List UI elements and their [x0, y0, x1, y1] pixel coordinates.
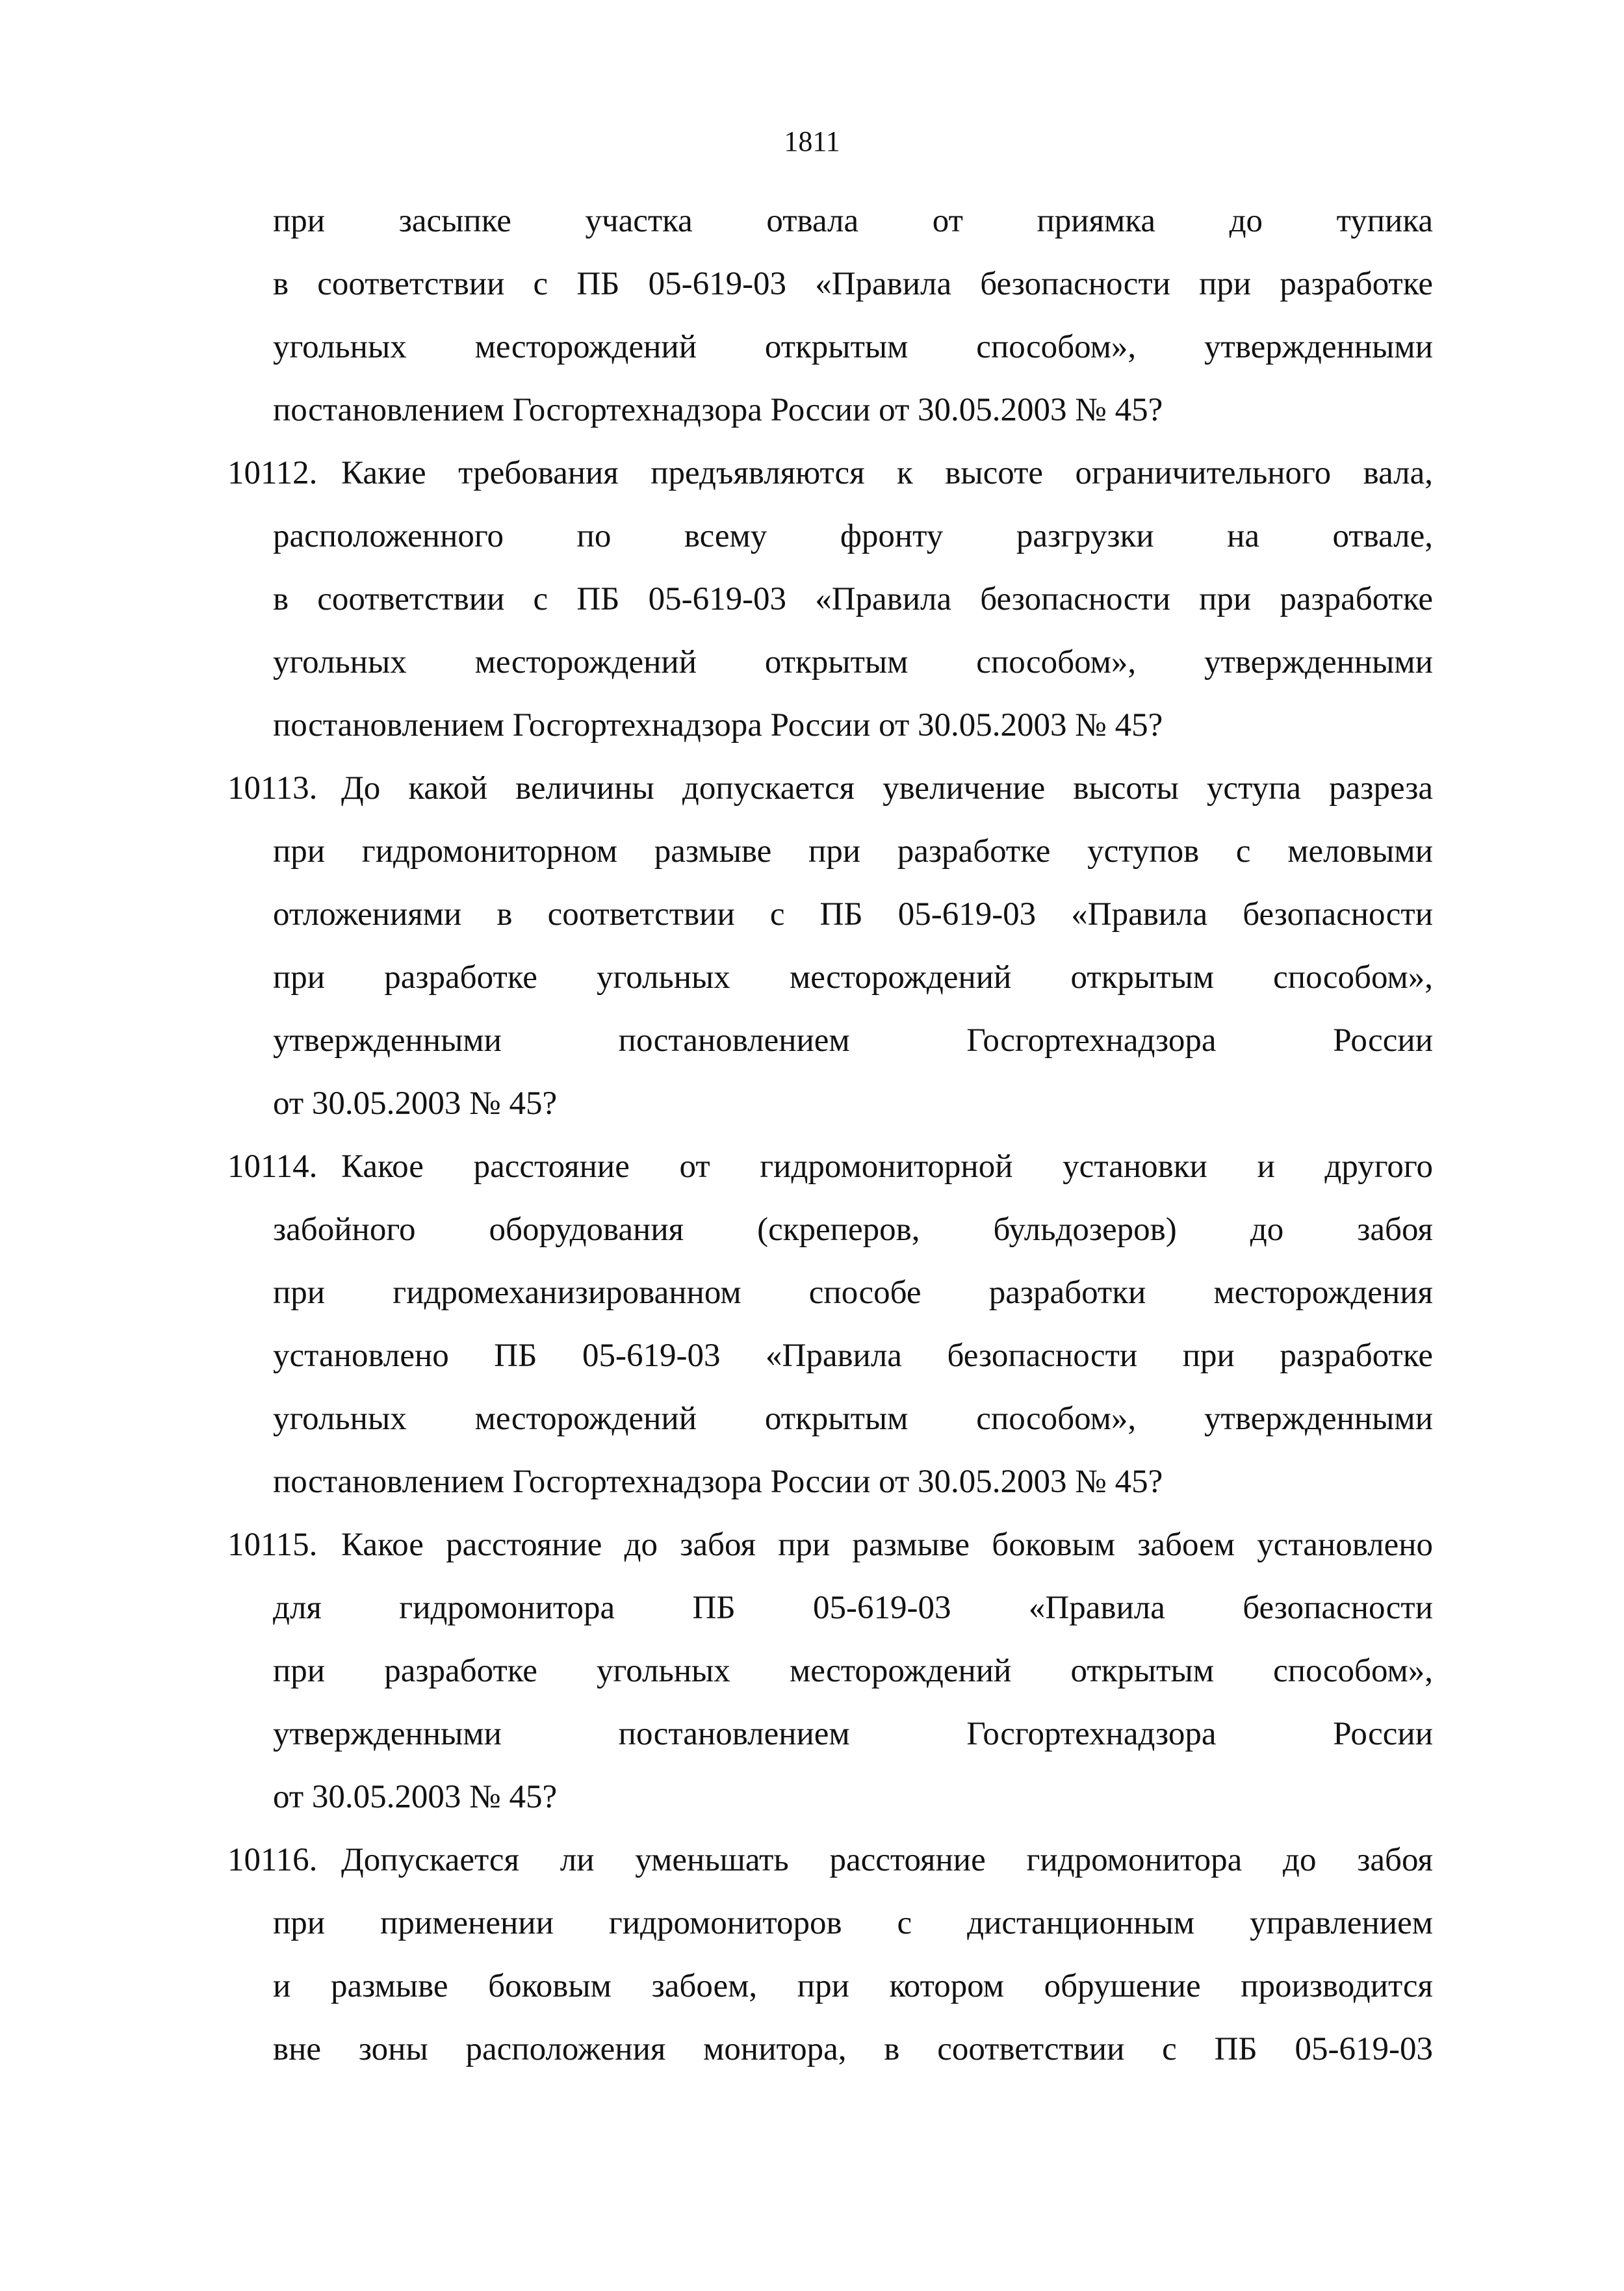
question-text-line: Какие требования предъявляются к высоте ограничительного вала,: [341, 455, 1433, 491]
question-text-line: утвержденными постановлением Госгортехнадзора России: [273, 1022, 1433, 1059]
question-text-line: угольных месторождений открытым способом», утвержденными: [273, 644, 1433, 680]
question-text-line: До какой величины допускается увеличение высоты уступа разреза: [341, 770, 1433, 807]
text-line: постановлением Госгортехнадзора России от 30.05.2003 № 45?: [273, 392, 1163, 428]
question-text-line: при разработке угольных месторождений открытым способом»,: [273, 1653, 1433, 1689]
question-text-line: забойного оборудования (скреперов, бульдозеров) до забоя: [273, 1211, 1433, 1248]
question-text-line: при гидромониторном размыве при разработке уступов с меловыми: [273, 833, 1433, 870]
question-text-line: угольных месторождений открытым способом», утвержденными: [273, 1401, 1433, 1437]
text-line: при засыпке участка отвала от приямка до тупика: [273, 203, 1433, 239]
question-text-line: в соответствии с ПБ 05-619-03 «Правила безопасности при разработке: [273, 581, 1433, 617]
question-text-line: установлено ПБ 05-619-03 «Правила безопасности при разработке: [273, 1338, 1433, 1374]
text-line: угольных месторождений открытым способом», утвержденными: [273, 329, 1433, 365]
question-text-line: расположенного по всему фронту разгрузки на отвале,: [273, 518, 1433, 554]
question-number: 10115.: [227, 1527, 318, 1563]
question-text-line: от 30.05.2003 № 45?: [273, 1779, 558, 1815]
question-text-line: Какое расстояние от гидромониторной установки и другого: [341, 1148, 1433, 1185]
question-text-line: от 30.05.2003 № 45?: [273, 1085, 558, 1122]
question-text-line: постановлением Госгортехнадзора России от 30.05.2003 № 45?: [273, 1464, 1163, 1500]
question-text-line: и размыве боковым забоем, при котором обрушение производится: [273, 1968, 1433, 2004]
question-number: 10116.: [227, 1842, 318, 1878]
text-line: в соответствии с ПБ 05-619-03 «Правила безопасности при разработке: [273, 266, 1433, 302]
question-text-line: при применении гидромониторов с дистанционным управлением: [273, 1905, 1433, 1941]
question-text-line: Допускается ли уменьшать расстояние гидромонитора до забоя: [341, 1842, 1433, 1878]
question-number: 10113.: [227, 770, 318, 807]
question-text-line: вне зоны расположения монитора, в соответствии с ПБ 05-619-03: [273, 2031, 1433, 2067]
question-text-line: отложениями в соответствии с ПБ 05-619-03 «Правила безопасности: [273, 896, 1433, 933]
question-text-line: для гидромонитора ПБ 05-619-03 «Правила безопасности: [273, 1590, 1433, 1626]
question-text-line: постановлением Госгортехнадзора России от 30.05.2003 № 45?: [273, 707, 1163, 744]
question-number: 10114.: [227, 1148, 318, 1185]
question-text-line: Какое расстояние до забоя при размыве боковым забоем установлено: [341, 1527, 1433, 1563]
question-number: 10112.: [227, 455, 318, 491]
page-number: 1811: [784, 125, 840, 157]
question-text-line: при гидромеханизированном способе разработки месторождения: [273, 1275, 1433, 1311]
question-text-line: при разработке угольных месторождений открытым способом»,: [273, 959, 1433, 996]
question-text-line: утвержденными постановлением Госгортехнадзора России: [273, 1716, 1433, 1752]
